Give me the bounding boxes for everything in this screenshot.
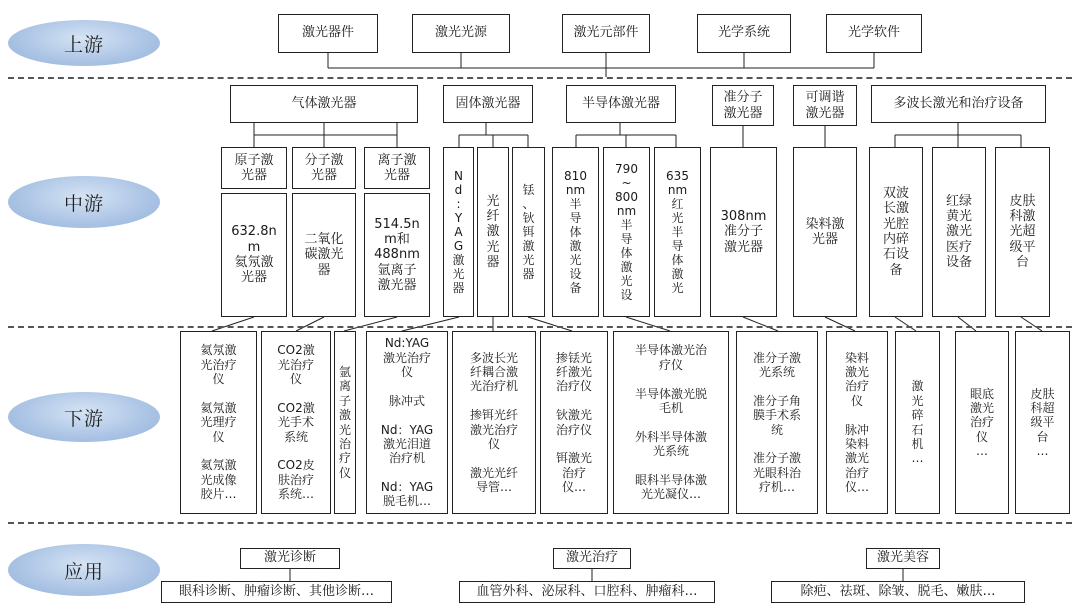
section-label-midstream: 中游 [8, 176, 160, 228]
excimer-product-box [710, 147, 777, 317]
mid-category-box [793, 85, 857, 126]
upstream-box: 激光器件 [278, 14, 378, 53]
gas-product-label: 632.8n m 氦氖激 光器 [231, 224, 277, 286]
semiconductor-product-box [552, 147, 599, 317]
section-label-application: 应用 [8, 544, 160, 596]
downstream-label: CO2激 光治疗 仪 CO2激 光手术 系统 CO2皮 肤治疗 系统… [277, 343, 315, 502]
mid-category-box [443, 85, 533, 123]
downstream-box [180, 331, 257, 514]
downstream-label: Nd:YAG 激光治疗 仪 脉冲式 Nd：YAG 激光泪道 治疗机 Nd：YAG 脱毛机… [380, 336, 434, 509]
downstream-box [452, 331, 536, 514]
mid-category-label: 准分子 激光器 [723, 90, 763, 121]
downstream-label: 染料 激光 治疗 仪 脉冲 染料 激光 治疗 仪… [844, 350, 869, 495]
upstream-box: 光学系统 [697, 14, 791, 53]
mid-category-label: 半导体激光器 [581, 96, 660, 112]
application-category-box: 激光治疗 [553, 548, 631, 569]
downstream-label: 掺铥光 纤激光 治疗仪 钬激光 治疗仪 铒激光 治疗 仪… [555, 350, 592, 495]
gas-subtype-box [221, 147, 287, 189]
solid-product-label: 铥 、 钬 铒 激 光 器 [522, 182, 535, 282]
gas-product-box [364, 193, 430, 317]
section-label-downstream: 下游 [8, 392, 160, 442]
gas-product-box [221, 193, 287, 317]
tunable-product-box [793, 147, 857, 317]
semiconductor-product-label: 635 nm 红 光 半 导 体 激 光 [666, 168, 689, 296]
multi-wavelength-product-label: 皮肤 科激 光超 级平 台 [1009, 193, 1036, 270]
multi-wavelength-product-label: 双波 长激 光腔 内碎 石设 备 [882, 186, 909, 278]
upstream-box: 光学软件 [826, 14, 922, 53]
downstream-box [1015, 331, 1070, 514]
downstream-label: 准分子激 光系统 准分子角 膜手术系 统 准分子激 光眼科治 疗机… [752, 350, 801, 495]
mid-category-box [566, 85, 676, 123]
multi-wavelength-product-box [932, 147, 986, 317]
upstream-box: 激光元部件 [562, 14, 650, 53]
mid-category-label: 固体激光器 [455, 96, 521, 112]
solid-product-box [443, 147, 474, 317]
downstream-box [955, 331, 1009, 514]
semiconductor-product-label: 790 ~ 800 nm 半 导 体 激 光 设 [615, 161, 638, 303]
solid-product-box [477, 147, 509, 317]
mid-category-label: 气体激光器 [291, 96, 357, 112]
gas-subtype-label: 原子激 光器 [234, 152, 274, 183]
downstream-label: 皮肤 科超 级平 台 … [1030, 386, 1055, 459]
application-category-box: 激光美容 [866, 548, 940, 569]
downstream-label: 氩 离 子 激 光 治 疗 仪 [338, 364, 351, 480]
application-detail-box: 除疤、祛斑、除皱、脱毛、嫩肤… [771, 581, 1025, 603]
application-detail-box: 血管外科、泌尿科、口腔科、肿瘤科… [459, 581, 715, 603]
application-detail-box: 眼科诊断、肿瘤诊断、其他诊断… [161, 581, 392, 603]
gas-subtype-box [364, 147, 430, 189]
section-label-upstream: 上游 [8, 20, 160, 66]
excimer-product-label: 308nm 准分子 激光器 [720, 209, 767, 255]
downstream-label: 眼底 激光 治疗 仪 … [969, 386, 994, 459]
semiconductor-product-box [654, 147, 701, 317]
gas-subtype-label: 分子激 光器 [304, 152, 344, 183]
downstream-box [613, 331, 729, 514]
gas-subtype-box [292, 147, 356, 189]
tunable-product-label: 染料激 光器 [805, 216, 845, 247]
downstream-label: 氦氖激 光治疗 仪 氦氖激 光理疗 仪 氦氖激 光成像 胶片… [200, 343, 237, 502]
separator-downstream-application [8, 522, 1072, 524]
mid-category-box [871, 85, 1046, 123]
separator-midstream-downstream [8, 326, 1072, 328]
semiconductor-product-box [603, 147, 650, 317]
application-category-box: 激光诊断 [240, 548, 340, 569]
downstream-box [366, 331, 448, 514]
multi-wavelength-product-box [995, 147, 1050, 317]
mid-category-label: 可调谐 激光器 [805, 90, 845, 121]
mid-category-label: 多波长激光和治疗设备 [893, 96, 1024, 112]
mid-category-box [230, 85, 418, 123]
semiconductor-product-label: 810 nm 半 导 体 激 光 设 备 [564, 168, 587, 296]
gas-product-label: 二氧化 碳激光 器 [304, 232, 344, 278]
downstream-box [736, 331, 818, 514]
multi-wavelength-product-label: 红绿 黄光 激光 医疗 设备 [945, 193, 972, 270]
upstream-box: 激光光源 [412, 14, 510, 53]
downstream-box [334, 331, 356, 514]
multi-wavelength-product-box [869, 147, 923, 317]
downstream-box [540, 331, 608, 514]
gas-product-box [292, 193, 356, 317]
gas-subtype-label: 离子激 光器 [377, 152, 417, 183]
downstream-box [895, 331, 940, 514]
gas-product-label: 514.5n m和 488nm 氩离子 激光器 [374, 216, 420, 293]
solid-product-label: N d : Y A G 激 光 器 [452, 168, 465, 296]
mid-category-box [712, 85, 774, 126]
downstream-box [826, 331, 888, 514]
downstream-box [261, 331, 331, 514]
downstream-label: 半导体激光治 疗仪 半导体激光脱 毛机 外科半导体激 光系统 眼科半导体激 光光凝仪… [634, 343, 707, 502]
separator-upstream-midstream [8, 77, 1072, 79]
downstream-label: 多波长光 纤耦合激 光治疗机 掺铒光纤 激光治疗 仪 激光光纤 导管… [469, 350, 518, 495]
solid-product-label: 光 纤 激 光 器 [486, 193, 500, 270]
solid-product-box [512, 147, 545, 317]
downstream-label: 激 光 碎 石 机 … [911, 379, 924, 466]
